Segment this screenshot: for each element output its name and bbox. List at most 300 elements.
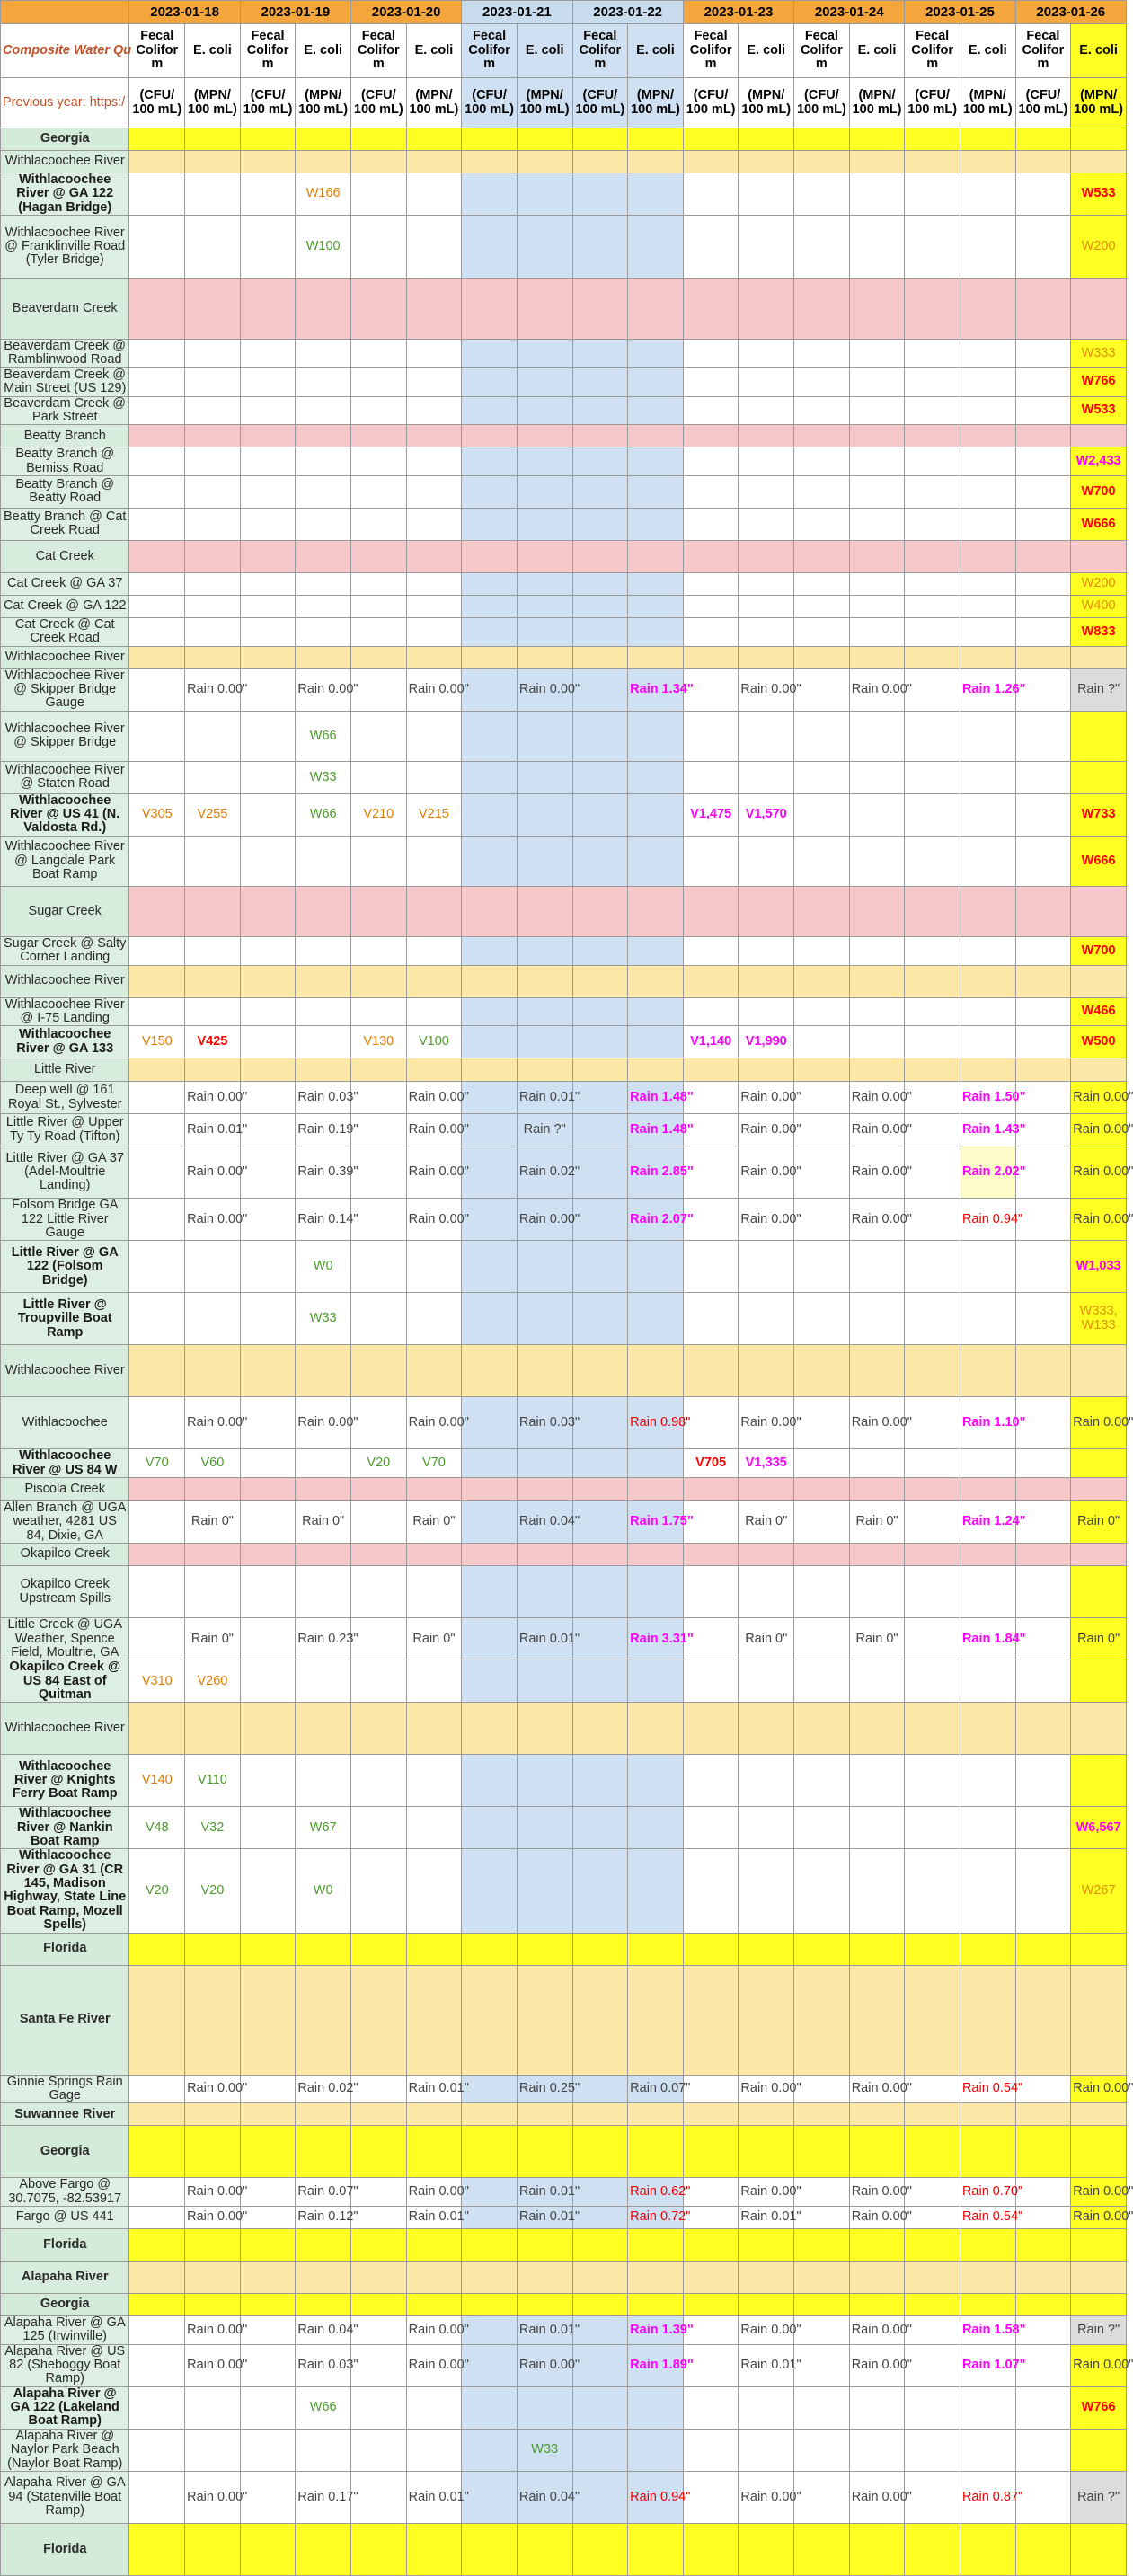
date-col-2023-01-24-ecoli[interactable] [849,1478,905,1501]
date-col-2023-01-19-ecoli[interactable] [296,447,351,476]
date-col-2023-01-24-fecal[interactable] [794,2206,850,2228]
date-col-2023-01-24-fecal[interactable] [794,2523,850,2575]
date-col-2023-01-18-ecoli[interactable] [185,1026,241,1058]
group-label[interactable]: Santa Fe River [1,1965,129,2075]
date-col-2023-01-20-ecoli[interactable] [406,1082,469,1114]
date-col-2023-01-25-ecoli[interactable] [960,396,1015,425]
date-col-2023-01-21-ecoli[interactable] [517,761,572,793]
date-col-2023-01-20-fecal[interactable] [351,1660,407,1703]
date-col-2023-01-18-ecoli[interactable] [185,396,241,425]
date-col-2023-01-22-fecal[interactable] [572,595,628,617]
site-label[interactable]: Alapaha River @ US 82 (Sheboggy Boat Ramp) [1,2344,129,2386]
date-col-2023-01-24-ecoli[interactable] [849,793,905,836]
date-col-2023-01-19-ecoli[interactable] [296,836,351,886]
date-col-2023-01-21-ecoli[interactable] [517,2178,580,2207]
date-col-2023-01-26-ecoli[interactable] [1071,1241,1127,1293]
date-col-2023-01-25-ecoli[interactable] [960,2126,1015,2178]
date-col-2023-01-22-fecal[interactable] [572,2228,628,2261]
site-label[interactable]: Withlacoochee River @ US 84 W [1,1449,129,1478]
date-col-2023-01-24-ecoli[interactable] [849,1807,905,1849]
date-col-2023-01-18-fecal[interactable] [129,128,185,151]
date-col-2023-01-21-fecal[interactable] [462,475,518,508]
date-col-2023-01-25-fecal[interactable] [905,2523,960,2575]
date-col-2023-01-18-fecal[interactable] [129,2228,185,2261]
date-col-2023-01-20-fecal[interactable] [351,711,407,761]
date-col-2023-01-19-fecal[interactable] [240,1082,296,1114]
date-col-2023-01-24-fecal[interactable] [794,1703,850,1755]
date-col-2023-01-20-ecoli[interactable] [406,1293,462,1345]
site-label[interactable]: Little River @ Upper Ty Ty Road (Tifton) [1,1114,129,1146]
date-col-2023-01-26-fecal[interactable] [1015,2471,1071,2523]
date-col-2023-01-23-ecoli[interactable] [739,761,794,793]
date-col-2023-01-22-ecoli[interactable] [628,1807,684,1849]
date-col-2023-01-18-ecoli[interactable] [185,1241,241,1293]
date-col-2023-01-26-fecal[interactable] [1015,367,1071,396]
date-col-2023-01-23-fecal[interactable] [683,279,739,340]
date-col-2023-01-23-fecal[interactable] [683,2471,739,2523]
date-col-2023-01-26-ecoli[interactable] [1071,2206,1133,2228]
date-col-2023-01-23-fecal[interactable] [683,646,739,668]
date-col-2023-01-22-ecoli[interactable] [628,1755,684,1807]
date-col-2023-01-23-ecoli[interactable] [739,1199,801,1241]
date-col-2023-01-21-ecoli[interactable] [517,1703,572,1755]
date-col-2023-01-21-fecal[interactable] [462,668,518,711]
date-col-2023-01-23-fecal[interactable] [683,572,739,595]
date-col-2023-01-20-fecal[interactable] [351,617,407,646]
date-col-2023-01-21-ecoli[interactable] [517,1660,572,1703]
date-col-2023-01-24-fecal[interactable] [794,2228,850,2261]
fecal-unit[interactable]: (CFU/ 100 mL) [1015,78,1071,128]
date-col-2023-01-19-fecal[interactable] [240,2293,296,2315]
site-label[interactable]: Withlacoochee River @ Skipper Bridge Gauge [1,668,129,711]
date-col-2023-01-23-ecoli[interactable] [739,475,794,508]
date-col-2023-01-22-ecoli[interactable] [628,1293,684,1345]
fecal-header[interactable]: Fecal Colifor m [572,24,628,78]
date-col-2023-01-18-ecoli[interactable] [185,2178,248,2207]
date-col-2023-01-19-fecal[interactable] [240,2471,296,2523]
date-col-2023-01-21-ecoli[interactable] [517,2206,580,2228]
date-col-2023-01-18-fecal[interactable] [129,1199,185,1241]
date-col-2023-01-23-ecoli[interactable] [739,1501,794,1544]
date-col-2023-01-23-ecoli[interactable] [739,646,794,668]
date-col-2023-01-20-fecal[interactable] [351,425,407,447]
date-col-2023-01-22-fecal[interactable] [572,1501,628,1544]
date-col-2023-01-21-fecal[interactable] [462,1478,518,1501]
date-col-2023-01-23-fecal[interactable] [683,216,739,279]
date-col-2023-01-19-fecal[interactable] [240,1755,296,1807]
date-col-2023-01-18-fecal[interactable] [129,1293,185,1345]
date-col-2023-01-26-ecoli[interactable] [1071,2429,1127,2471]
date-col-2023-01-26-ecoli[interactable] [1071,2293,1127,2315]
date-col-2023-01-20-ecoli[interactable] [406,151,462,173]
date-col-2023-01-21-ecoli[interactable] [517,1293,572,1345]
date-col-2023-01-18-fecal[interactable] [129,793,185,836]
date-col-2023-01-21-ecoli[interactable] [517,2386,572,2429]
date-col-2023-01-24-fecal[interactable] [794,1618,850,1660]
date-col-2023-01-26-fecal[interactable] [1015,1807,1071,1849]
date-col-2023-01-26-ecoli[interactable] [1071,2471,1127,2523]
date-col-2023-01-19-ecoli[interactable] [296,1146,358,1199]
date-col-2023-01-24-ecoli[interactable] [849,1241,905,1293]
date-col-2023-01-26-ecoli[interactable] [1071,965,1127,997]
date-col-2023-01-24-ecoli[interactable] [849,1849,905,1933]
date-col-2023-01-19-ecoli[interactable] [296,2228,351,2261]
date-col-2023-01-18-fecal[interactable] [129,2386,185,2429]
fecal-unit[interactable]: (CFU/ 100 mL) [129,78,185,128]
date-col-2023-01-18-fecal[interactable] [129,340,185,368]
date-col-2023-01-20-ecoli[interactable] [406,595,462,617]
date-col-2023-01-23-fecal[interactable] [683,1478,739,1501]
date-col-2023-01-26-fecal[interactable] [1015,279,1071,340]
date-col-2023-01-22-ecoli[interactable] [628,2103,684,2126]
date-col-2023-01-23-fecal[interactable] [683,711,739,761]
date-col-2023-01-21-fecal[interactable] [462,1501,518,1544]
date-col-2023-01-24-ecoli[interactable] [849,2075,912,2103]
date-col-2023-01-19-ecoli[interactable] [296,1544,351,1566]
date-col-2023-01-21-ecoli[interactable] [517,617,572,646]
date-col-2023-01-26-fecal[interactable] [1015,646,1071,668]
date-col-2023-01-20-fecal[interactable] [351,1618,407,1660]
date-col-2023-01-20-ecoli[interactable] [406,2315,469,2344]
date-col-2023-01-18-ecoli[interactable] [185,2206,248,2228]
date-col-2023-01-18-fecal[interactable] [129,2429,185,2471]
date-col-2023-01-22-ecoli[interactable] [628,711,684,761]
date-col-2023-01-23-ecoli[interactable] [739,2386,794,2429]
date-col-2023-01-21-ecoli[interactable] [517,1501,580,1544]
date-col-2023-01-21-ecoli[interactable] [517,1807,572,1849]
date-col-2023-01-19-fecal[interactable] [240,2206,296,2228]
site-label[interactable]: Withlacoochee River @ Franklinville Road (Tyler Bridge) [1,216,129,279]
date-col-2023-01-22-ecoli[interactable] [628,761,684,793]
date-col-2023-01-24-fecal[interactable] [794,965,850,997]
date-col-2023-01-21-ecoli[interactable] [517,151,572,173]
date-col-2023-01-25-ecoli[interactable] [960,173,1015,216]
date-col-2023-01-22-fecal[interactable] [572,340,628,368]
date-col-2023-01-22-ecoli[interactable] [628,617,684,646]
date-col-2023-01-19-fecal[interactable] [240,936,296,965]
date-col-2023-01-26-ecoli[interactable] [1071,1849,1127,1933]
date-col-2023-01-22-ecoli[interactable] [628,595,684,617]
date-col-2023-01-25-ecoli[interactable] [960,1703,1015,1755]
date-col-2023-01-20-ecoli[interactable] [406,1114,469,1146]
date-col-2023-01-23-ecoli[interactable] [739,2075,801,2103]
date-col-2023-01-25-fecal[interactable] [905,396,960,425]
date-col-2023-01-23-fecal[interactable] [683,2293,739,2315]
date-col-2023-01-20-ecoli[interactable] [406,2523,462,2575]
date-col-2023-01-22-ecoli[interactable] [628,2344,694,2386]
date-col-2023-01-24-fecal[interactable] [794,367,850,396]
date-col-2023-01-23-fecal[interactable] [683,2386,739,2429]
date-col-2023-01-20-fecal[interactable] [351,2126,407,2178]
date-col-2023-01-22-ecoli[interactable] [628,646,684,668]
date-col-2023-01-23-ecoli[interactable] [739,2126,794,2178]
date-col-2023-01-24-fecal[interactable] [794,2429,850,2471]
date-col-2023-01-19-fecal[interactable] [240,1478,296,1501]
date-col-2023-01-22-fecal[interactable] [572,793,628,836]
date-col-2023-01-22-fecal[interactable] [572,1146,628,1199]
date-col-2023-01-20-ecoli[interactable] [406,279,462,340]
date-col-2023-01-22-ecoli[interactable] [628,2206,691,2228]
date-col-2023-01-25-fecal[interactable] [905,1058,960,1082]
date-col-2023-01-22-ecoli[interactable] [628,1345,684,1397]
date-col-2023-01-24-fecal[interactable] [794,1965,850,2075]
ecoli-header[interactable]: E. coli [960,24,1015,78]
date-col-2023-01-24-ecoli[interactable] [849,965,905,997]
date-col-2023-01-18-ecoli[interactable] [185,279,241,340]
date-col-2023-01-25-fecal[interactable] [905,997,960,1026]
date-col-2023-01-26-fecal[interactable] [1015,2386,1071,2429]
date-col-2023-01-21-ecoli[interactable] [517,2126,572,2178]
date-col-2023-01-24-ecoli[interactable] [849,1755,905,1807]
date-col-2023-01-19-fecal[interactable] [240,646,296,668]
site-label[interactable]: Beatty Branch @ Beatty Road [1,475,129,508]
date-col-2023-01-18-ecoli[interactable] [185,1501,241,1544]
date-col-2023-01-25-fecal[interactable] [905,1478,960,1501]
date-col-2023-01-26-ecoli[interactable] [1071,1478,1127,1501]
site-label[interactable]: Above Fargo @ 30.7075, -82.53917 [1,2178,129,2207]
date-col-2023-01-24-fecal[interactable] [794,396,850,425]
date-col-2023-01-22-ecoli[interactable] [628,1241,684,1293]
date-col-2023-01-23-fecal[interactable] [683,1449,739,1478]
date-col-2023-01-18-fecal[interactable] [129,572,185,595]
ecoli-header[interactable]: E. coli [628,24,684,78]
date-col-2023-01-19-fecal[interactable] [240,1566,296,1618]
date-col-2023-01-20-fecal[interactable] [351,761,407,793]
date-col-2023-01-19-ecoli[interactable] [296,1026,351,1058]
date-col-2023-01-25-ecoli[interactable] [960,216,1015,279]
date-col-2023-01-20-ecoli[interactable] [406,793,462,836]
date-col-2023-01-18-ecoli[interactable] [185,1449,241,1478]
date-col-2023-01-18-fecal[interactable] [129,965,185,997]
fecal-unit[interactable]: (CFU/ 100 mL) [905,78,960,128]
date-col-2023-01-20-ecoli[interactable] [406,572,462,595]
date-col-2023-01-21-fecal[interactable] [462,447,518,476]
fecal-unit[interactable]: (CFU/ 100 mL) [683,78,739,128]
date-col-2023-01-21-fecal[interactable] [462,1058,518,1082]
date-col-2023-01-23-ecoli[interactable] [739,367,794,396]
date-col-2023-01-19-fecal[interactable] [240,1849,296,1933]
date-col-2023-01-26-ecoli[interactable] [1071,1026,1127,1058]
ecoli-unit[interactable]: (MPN/ 100 mL) [406,78,462,128]
date-col-2023-01-22-fecal[interactable] [572,572,628,595]
ecoli-header[interactable]: E. coli [1071,24,1127,78]
date-col-2023-01-25-fecal[interactable] [905,1660,960,1703]
date-col-2023-01-19-ecoli[interactable] [296,1703,351,1755]
date-col-2023-01-18-fecal[interactable] [129,2126,185,2178]
date-col-2023-01-21-fecal[interactable] [462,711,518,761]
date-col-2023-01-22-ecoli[interactable] [628,997,684,1026]
date-col-2023-01-18-ecoli[interactable] [185,886,241,936]
date-col-2023-01-19-ecoli[interactable] [296,2206,358,2228]
date-col-2023-01-19-fecal[interactable] [240,761,296,793]
date-col-2023-01-26-fecal[interactable] [1015,1849,1071,1933]
date-col-2023-01-24-ecoli[interactable] [849,475,905,508]
date-col-2023-01-22-fecal[interactable] [572,2523,628,2575]
date-col-2023-01-19-fecal[interactable] [240,1807,296,1849]
date-col-2023-01-25-ecoli[interactable] [960,2344,1026,2386]
date-col-2023-01-23-ecoli[interactable] [739,965,794,997]
ecoli-header[interactable]: E. coli [739,24,794,78]
date-header[interactable]: 2023-01-19 [240,1,350,24]
date-col-2023-01-25-fecal[interactable] [905,836,960,886]
date-col-2023-01-21-fecal[interactable] [462,1933,518,1965]
date-col-2023-01-24-fecal[interactable] [794,2315,850,2344]
date-col-2023-01-21-ecoli[interactable] [517,936,572,965]
site-label[interactable]: Fargo @ US 441 [1,2206,129,2228]
site-label[interactable]: Withlacoochee River @ US 41 (N. Valdosta Rd.) [1,793,129,836]
date-col-2023-01-19-fecal[interactable] [240,1544,296,1566]
date-col-2023-01-18-fecal[interactable] [129,886,185,936]
group-label[interactable]: Alapaha River [1,2261,129,2293]
date-col-2023-01-20-ecoli[interactable] [406,1703,462,1755]
date-col-2023-01-24-ecoli[interactable] [849,2523,905,2575]
date-col-2023-01-20-ecoli[interactable] [406,1849,462,1933]
date-col-2023-01-22-ecoli[interactable] [628,2315,694,2344]
date-col-2023-01-25-ecoli[interactable] [960,1146,1026,1199]
group-label[interactable]: Piscola Creek [1,1478,129,1501]
site-label[interactable]: Sugar Creek @ Salty Corner Landing [1,936,129,965]
date-col-2023-01-18-ecoli[interactable] [185,1114,248,1146]
date-col-2023-01-26-fecal[interactable] [1015,173,1071,216]
date-col-2023-01-22-ecoli[interactable] [628,151,684,173]
date-col-2023-01-23-ecoli[interactable] [739,425,794,447]
date-col-2023-01-18-ecoli[interactable] [185,2293,241,2315]
date-col-2023-01-25-fecal[interactable] [905,1241,960,1293]
date-col-2023-01-25-ecoli[interactable] [960,711,1015,761]
date-col-2023-01-26-fecal[interactable] [1015,447,1071,476]
date-col-2023-01-18-ecoli[interactable] [185,447,241,476]
date-col-2023-01-19-ecoli[interactable] [296,2293,351,2315]
group-label[interactable]: Withlacoochee River [1,1703,129,1755]
ecoli-unit[interactable]: (MPN/ 100 mL) [296,78,351,128]
date-col-2023-01-22-ecoli[interactable] [628,1397,691,1449]
date-col-2023-01-22-fecal[interactable] [572,2471,628,2523]
date-col-2023-01-19-ecoli[interactable] [296,2178,358,2207]
date-col-2023-01-20-ecoli[interactable] [406,668,469,711]
date-col-2023-01-20-fecal[interactable] [351,886,407,936]
date-col-2023-01-23-fecal[interactable] [683,595,739,617]
date-col-2023-01-23-ecoli[interactable] [739,2429,794,2471]
date-col-2023-01-21-fecal[interactable] [462,2293,518,2315]
date-col-2023-01-19-ecoli[interactable] [296,1449,351,1478]
date-col-2023-01-19-ecoli[interactable] [296,668,358,711]
date-col-2023-01-18-fecal[interactable] [129,2261,185,2293]
date-col-2023-01-22-fecal[interactable] [572,936,628,965]
date-col-2023-01-23-ecoli[interactable] [739,2261,794,2293]
date-col-2023-01-20-fecal[interactable] [351,668,407,711]
date-col-2023-01-26-fecal[interactable] [1015,396,1071,425]
date-col-2023-01-26-ecoli[interactable] [1071,2261,1127,2293]
date-col-2023-01-19-ecoli[interactable] [296,617,351,646]
date-col-2023-01-19-fecal[interactable] [240,1199,296,1241]
date-col-2023-01-22-fecal[interactable] [572,2178,628,2207]
date-col-2023-01-20-ecoli[interactable] [406,1544,462,1566]
date-col-2023-01-25-fecal[interactable] [905,1146,960,1199]
date-col-2023-01-22-ecoli[interactable] [628,1618,694,1660]
date-col-2023-01-21-fecal[interactable] [462,1703,518,1755]
date-col-2023-01-20-fecal[interactable] [351,1703,407,1755]
date-col-2023-01-23-ecoli[interactable] [739,936,794,965]
date-col-2023-01-20-fecal[interactable] [351,1199,407,1241]
date-col-2023-01-26-ecoli[interactable] [1071,1566,1127,1618]
date-col-2023-01-18-fecal[interactable] [129,447,185,476]
date-col-2023-01-18-ecoli[interactable] [185,668,248,711]
date-col-2023-01-24-ecoli[interactable] [849,508,905,540]
date-col-2023-01-23-ecoli[interactable] [739,668,801,711]
date-col-2023-01-25-ecoli[interactable] [960,1082,1026,1114]
date-col-2023-01-23-ecoli[interactable] [739,173,794,216]
date-col-2023-01-26-ecoli[interactable] [1071,2178,1133,2207]
date-col-2023-01-23-ecoli[interactable] [739,1082,801,1114]
date-col-2023-01-20-fecal[interactable] [351,279,407,340]
date-col-2023-01-20-ecoli[interactable] [406,2261,462,2293]
date-col-2023-01-25-ecoli[interactable] [960,1566,1015,1618]
date-col-2023-01-24-fecal[interactable] [794,793,850,836]
date-col-2023-01-25-fecal[interactable] [905,1703,960,1755]
group-label[interactable]: Withlacoochee River [1,965,129,997]
date-col-2023-01-22-ecoli[interactable] [628,1703,684,1755]
date-col-2023-01-25-ecoli[interactable] [960,936,1015,965]
ecoli-unit[interactable]: (MPN/ 100 mL) [960,78,1015,128]
date-col-2023-01-26-ecoli[interactable] [1071,836,1127,886]
date-col-2023-01-26-ecoli[interactable] [1071,1933,1127,1965]
date-col-2023-01-26-ecoli[interactable] [1071,508,1127,540]
date-col-2023-01-23-fecal[interactable] [683,1703,739,1755]
date-col-2023-01-20-ecoli[interactable] [406,886,462,936]
date-col-2023-01-20-fecal[interactable] [351,2075,407,2103]
date-col-2023-01-23-ecoli[interactable] [739,836,794,886]
date-col-2023-01-18-ecoli[interactable] [185,1933,241,1965]
date-col-2023-01-21-fecal[interactable] [462,1618,518,1660]
date-col-2023-01-23-ecoli[interactable] [739,340,794,368]
date-col-2023-01-22-fecal[interactable] [572,646,628,668]
date-col-2023-01-25-fecal[interactable] [905,1397,960,1449]
date-col-2023-01-19-fecal[interactable] [240,128,296,151]
date-col-2023-01-22-fecal[interactable] [572,1397,628,1449]
date-col-2023-01-21-ecoli[interactable] [517,508,572,540]
date-col-2023-01-26-ecoli[interactable] [1071,2228,1127,2261]
site-label[interactable]: Ginnie Springs Rain Gage [1,2075,129,2103]
date-col-2023-01-20-fecal[interactable] [351,2103,407,2126]
date-col-2023-01-22-fecal[interactable] [572,1449,628,1478]
date-col-2023-01-22-ecoli[interactable] [628,1660,684,1703]
date-col-2023-01-24-fecal[interactable] [794,2261,850,2293]
date-col-2023-01-18-ecoli[interactable] [185,2228,241,2261]
date-col-2023-01-25-ecoli[interactable] [960,2293,1015,2315]
date-col-2023-01-20-ecoli[interactable] [406,1241,462,1293]
group-label[interactable]: Little River [1,1058,129,1082]
date-col-2023-01-22-ecoli[interactable] [628,1478,684,1501]
date-col-2023-01-22-ecoli[interactable] [628,572,684,595]
date-col-2023-01-20-fecal[interactable] [351,1241,407,1293]
date-col-2023-01-20-fecal[interactable] [351,936,407,965]
date-col-2023-01-23-ecoli[interactable] [739,2206,801,2228]
date-col-2023-01-26-ecoli[interactable] [1071,396,1127,425]
date-col-2023-01-21-fecal[interactable] [462,1755,518,1807]
date-col-2023-01-20-fecal[interactable] [351,2429,407,2471]
date-col-2023-01-24-fecal[interactable] [794,1026,850,1058]
date-col-2023-01-25-fecal[interactable] [905,1293,960,1345]
date-col-2023-01-25-ecoli[interactable] [960,1241,1015,1293]
date-col-2023-01-19-fecal[interactable] [240,595,296,617]
date-col-2023-01-23-ecoli[interactable] [739,886,794,936]
site-label[interactable]: Okapilco Creek Upstream Spills [1,1566,129,1618]
date-col-2023-01-18-fecal[interactable] [129,646,185,668]
date-col-2023-01-21-fecal[interactable] [462,2261,518,2293]
date-col-2023-01-25-ecoli[interactable] [960,2386,1015,2429]
date-col-2023-01-21-ecoli[interactable] [517,1478,572,1501]
date-col-2023-01-20-ecoli[interactable] [406,836,462,886]
